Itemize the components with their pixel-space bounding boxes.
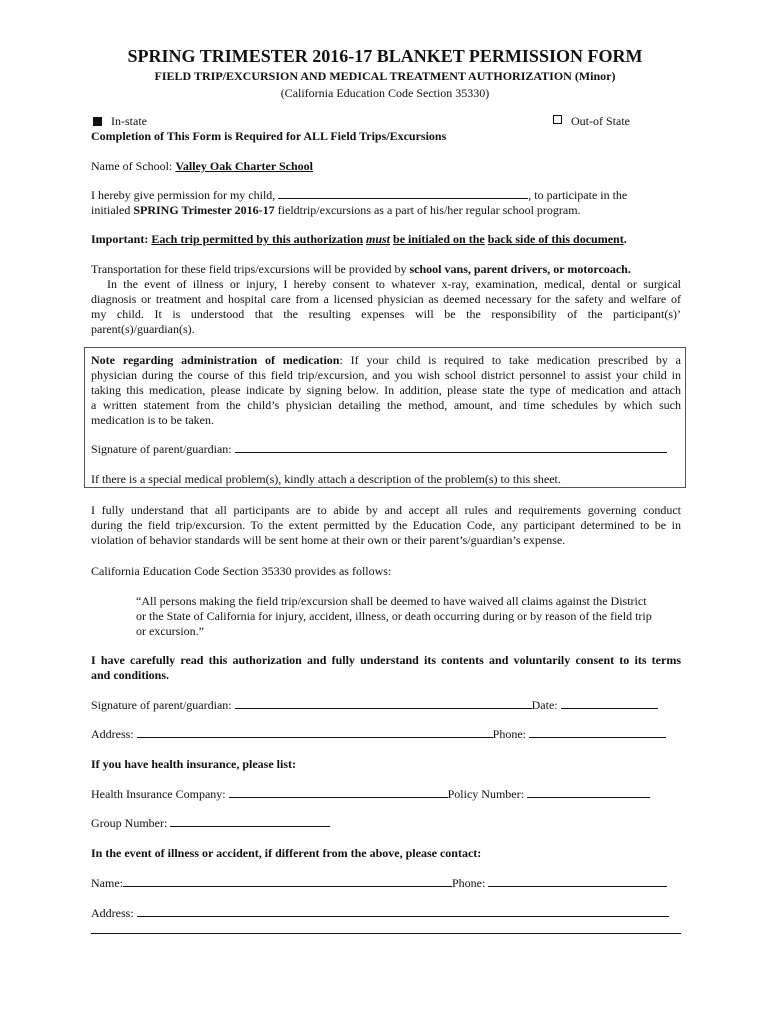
consent-line-1: In the event of illness or injury, I hereby consent to whatever x-ray, examination, medical, dental or surgical [107, 277, 681, 291]
medication-signature-field[interactable] [235, 442, 667, 453]
permission-text: I hereby give permission for my child, [91, 188, 276, 202]
insurance-row [91, 787, 650, 802]
contact-address-label: Address: [91, 906, 134, 920]
address-label: Address: [91, 727, 134, 741]
group-number-field[interactable] [170, 816, 330, 827]
permission-line-1 [91, 188, 627, 203]
important-label: Important: [91, 232, 149, 246]
insurance-header: If you have health insurance, please list: [91, 757, 297, 771]
permission-text-2a: initialed [91, 203, 134, 217]
important-dot: . [623, 232, 627, 246]
permission-line-2 [91, 203, 581, 218]
phone-field[interactable] [529, 727, 666, 738]
signature-label: Signature of parent/guardian: [91, 698, 232, 712]
school-row [91, 159, 313, 174]
medication-text-1: : If your child is required to take medication prescribed by a [339, 353, 681, 367]
consent-line-4: parent(s)/guardian(s). [91, 322, 195, 336]
trimester-label: SPRING Trimester 2016-17 [133, 203, 275, 217]
rules-line-3: violation of behavior standards will be sent home at their own or their parent’s/guardian’s expense. [91, 533, 566, 547]
emergency-header: In the event of illness or accident, if different from the above, please contact: [91, 846, 482, 860]
consent-statement-1: I have carefully read this authorization and fully understand its contents and voluntarily consent to its terms [91, 653, 681, 667]
child-name-field[interactable] [278, 188, 528, 199]
consent-statement-2: and conditions. [91, 668, 170, 682]
transport-text: Transportation for these field trips/excursions will be provided by [91, 262, 410, 276]
code-quote-1: “All persons making the field trip/excursion shall be deemed to have waived all claims against the District [136, 594, 647, 608]
code-reference: (California Education Code Section 35330) [280, 86, 490, 100]
contact-phone-field[interactable] [488, 876, 667, 887]
form-subtitle: FIELD TRIP/EXCURSION AND MEDICAL TREATMENT AUTHORIZATION (Minor) [154, 69, 616, 83]
policy-number-label: Policy Number: [447, 787, 524, 801]
insurance-company-field[interactable] [229, 787, 448, 798]
signature-field[interactable] [235, 698, 532, 709]
outofstate-checkbox[interactable] [553, 115, 562, 124]
medication-line-3: taking this medication, please indicate by signing below. In addition, please state the type of medication and attach [91, 383, 681, 397]
medication-signature-row [91, 442, 667, 457]
permission-text-end: , to participate in the [528, 188, 628, 202]
insurance-company-label: Health Insurance Company: [91, 787, 226, 801]
date-label: Date: [531, 698, 558, 712]
outofstate-option[interactable] [553, 114, 630, 129]
transport-line-1 [91, 262, 631, 277]
rules-line-2: during the field trip/excursion. To the extent permitted by the Education Code, any participant determined to be in [91, 518, 681, 532]
group-row [91, 816, 330, 831]
address-field[interactable] [137, 727, 493, 738]
permission-text-2c: fieldtrip/excursions as a part of his/her regular school program. [274, 203, 581, 217]
completion-notice: Completion of This Form is Required for ALL Field Trips/Excursions [91, 129, 447, 143]
school-name: Valley Oak Charter School [175, 159, 313, 173]
contact-address-field[interactable] [137, 906, 669, 917]
code-quote-3: or excursion.” [136, 624, 204, 638]
bottom-divider [91, 933, 681, 934]
form-title: SPRING TRIMESTER 2016-17 BLANKET PERMISSION FORM [127, 46, 643, 66]
instate-checkbox[interactable] [93, 117, 102, 126]
medication-line-2: physician during the course of this field trip/excursion, and you wish school district personnel to assist your child in [91, 368, 681, 382]
contact-name-label: Name: [91, 876, 123, 890]
medication-line-4: a written statement from the child’s physician detailing the method, amount, and time schedules by which such [91, 398, 681, 412]
code-quote-2: or the State of California for injury, accident, illness, or death occurring during or by reason of the field trip [136, 609, 652, 623]
medication-line-5: medication is to be taken. [91, 413, 214, 427]
medication-line-1 [91, 353, 681, 368]
policy-number-field[interactable] [527, 787, 650, 798]
important-must: must [366, 232, 391, 246]
important-text-3: back side of this document [487, 232, 624, 246]
instate-option[interactable] [93, 114, 147, 129]
date-field[interactable] [561, 698, 658, 709]
medication-label: Note regarding administration of medication [91, 353, 340, 367]
code-intro: California Education Code Section 35330 provides as follows: [91, 564, 392, 578]
address-row [91, 727, 666, 742]
instate-label: In-state [111, 114, 147, 128]
school-label: Name of School: [91, 159, 176, 173]
special-medical-note: If there is a special medical problem(s), kindly attach a description of the problem(s) to this sheet. [91, 472, 561, 486]
consent-line-3: my child. It is understood that the resulting expenses will be the responsibility of the participant(s)’ [91, 307, 681, 321]
group-number-label: Group Number: [91, 816, 168, 830]
rules-line-1: I fully understand that all participants are to abide by and accept all rules and requirements governing conduct [91, 503, 681, 517]
medication-signature-label: Signature of parent/guardian: [91, 442, 232, 456]
contact-name-row [91, 876, 667, 891]
transport-providers: school vans, parent drivers, or motorcoach. [409, 262, 631, 276]
outofstate-label: Out-of State [571, 114, 630, 128]
signature-row [91, 698, 658, 713]
contact-name-field[interactable] [123, 876, 452, 887]
important-text-2: be initialed on the [393, 232, 485, 246]
phone-label: Phone: [492, 727, 527, 741]
important-text-1: Each trip permitted by this authorization [151, 232, 363, 246]
consent-line-2: diagnosis or treatment and hospital care from a licensed physician as deemed necessary for the safety and welfare of [91, 292, 681, 306]
contact-address-row [91, 906, 669, 921]
contact-phone-label: Phone: [452, 876, 486, 890]
important-note [91, 232, 627, 247]
